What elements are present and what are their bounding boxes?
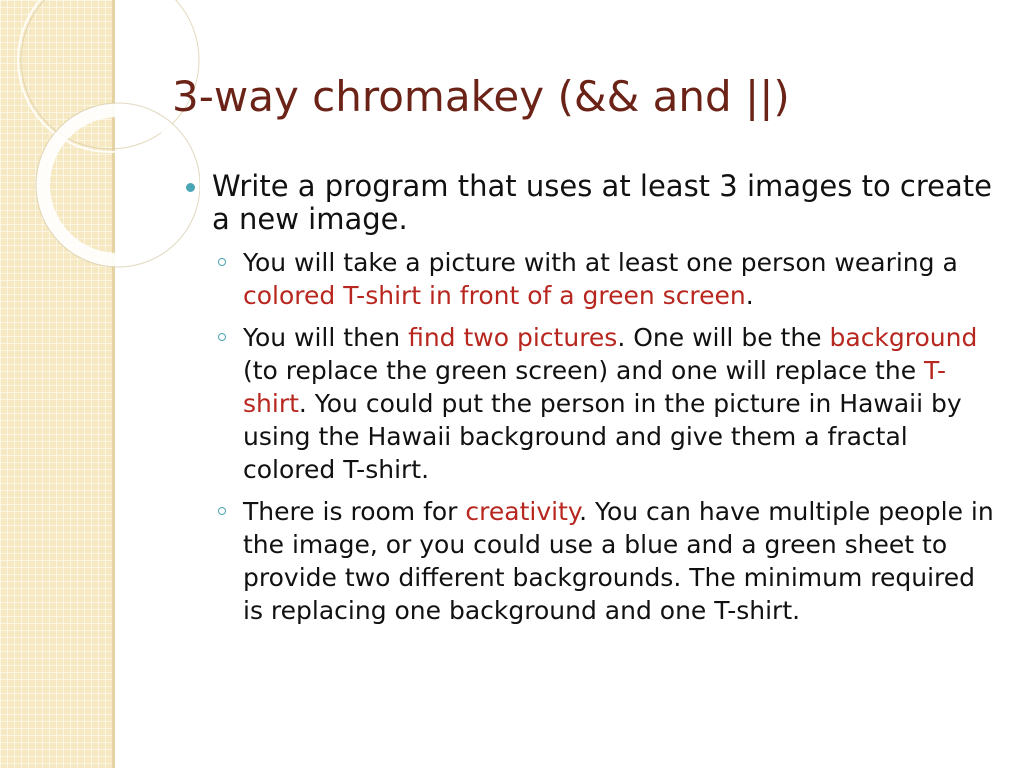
- sub-bullet-text: . One will be the: [617, 323, 830, 352]
- bullet-dot-icon: [186, 183, 195, 192]
- ring-lower: [43, 110, 193, 260]
- highlight-text: T-shirt: [243, 356, 947, 418]
- highlight-text: creativity: [465, 497, 580, 526]
- sub-bullet-text: . You can have multiple people in the image, or you could use a blue and a green sheet to provide two different backgrounds. The minimum required is replacing one background and one T-shirt.: [243, 497, 994, 625]
- sub-bullet-3: [216, 495, 996, 627]
- highlight-text: find two pictures: [408, 323, 618, 352]
- slide-body: [186, 170, 996, 636]
- sub-bullet-2: [216, 321, 996, 486]
- slide-title: 3-way chromakey (&& and ||): [172, 72, 790, 121]
- sub-bullet-text: (to replace the green screen) and one will replace the: [243, 356, 925, 385]
- sub-bullet-text: There is room for: [243, 497, 466, 526]
- sub-bullet-ring-icon: [218, 333, 226, 341]
- main-bullet-text: Write a program that uses at least 3 images to create a new image.: [212, 169, 992, 236]
- sub-bullet-list: [186, 246, 996, 627]
- sub-bullet-ring-icon: [218, 507, 226, 515]
- sub-bullet-ring-icon: [218, 258, 226, 266]
- sub-bullet-text: You will take a picture with at least one person wearing a: [243, 248, 958, 277]
- highlight-text: colored T-shirt in front of a green screen: [243, 281, 746, 310]
- main-bullet: [186, 170, 996, 236]
- sub-bullet-text: . You could put the person in the picture in Hawaii by using the Hawaii background and give them a fractal colored T-shirt.: [243, 389, 962, 484]
- sub-bullet-text: You will then: [243, 323, 409, 352]
- highlight-text: background: [829, 323, 978, 352]
- decorative-rings-icon: [0, 0, 200, 320]
- sub-bullet-1: [216, 246, 996, 312]
- sub-bullet-text: .: [745, 281, 754, 310]
